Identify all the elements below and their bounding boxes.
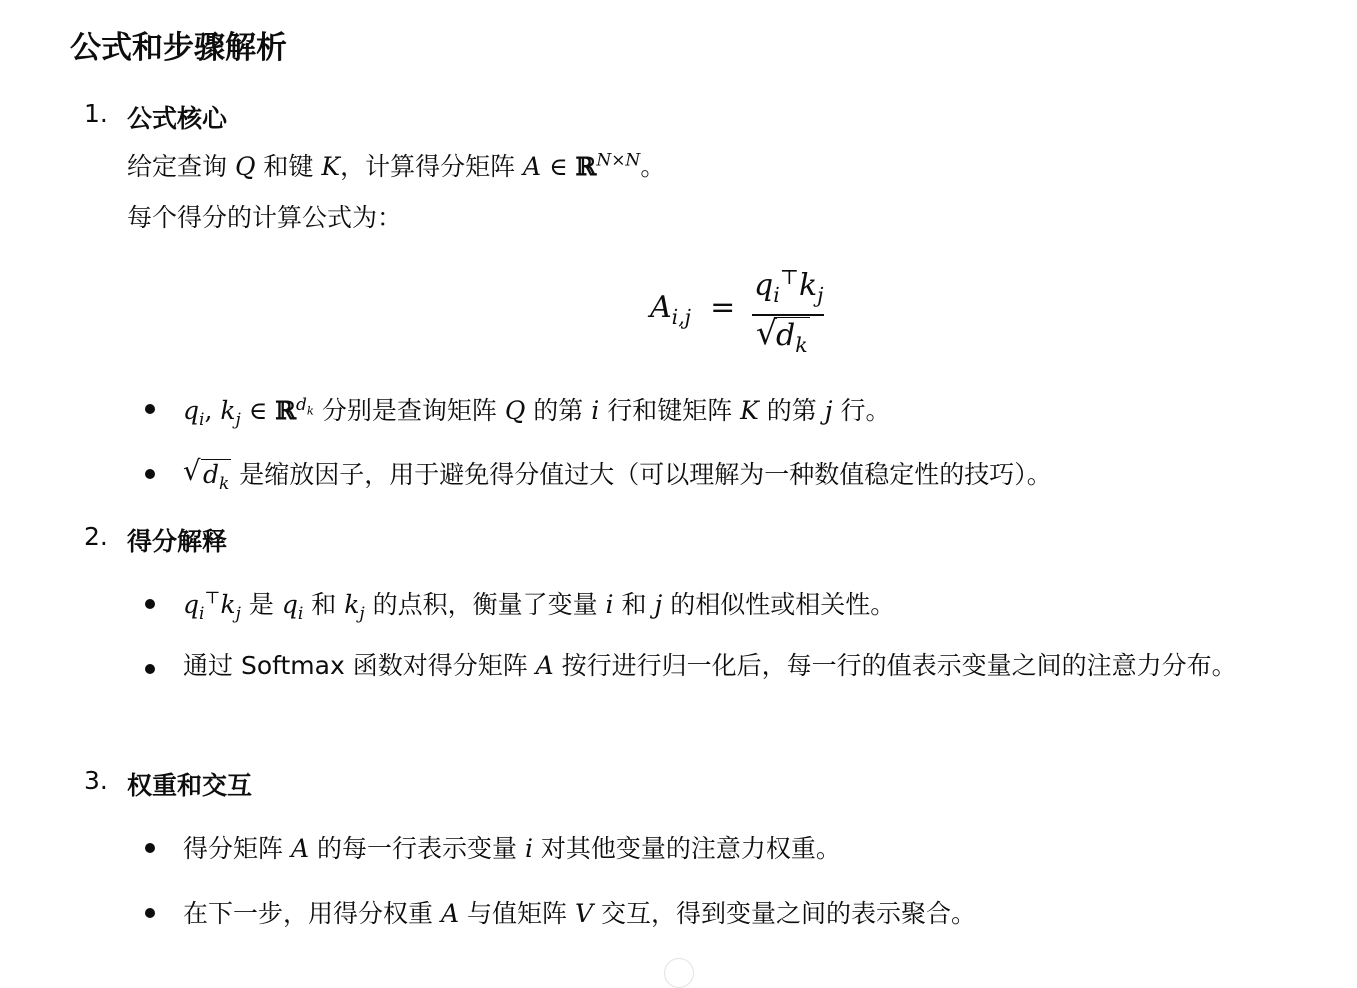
- section-3-number: 3.: [84, 766, 108, 795]
- bullet-dot: [145, 599, 155, 609]
- section-2-number: 2.: [84, 522, 108, 551]
- bullet-dot: [145, 469, 155, 479]
- scroll-down-button[interactable]: [664, 958, 694, 988]
- bullet-dot: [145, 843, 155, 853]
- section-1-number: 1.: [84, 99, 108, 128]
- section-2-title: 得分解释: [127, 527, 228, 556]
- bullet-dot: [145, 664, 155, 674]
- section-1-title: 公式核心: [127, 104, 228, 133]
- section-3-bullet-1: 得分矩阵 A 的每一行表示变量 i 对其他变量的注意力权重。: [183, 834, 841, 863]
- section-1-paragraph-1: 给定查询 Q 和键 K，计算得分矩阵 A ∈ ℝ$^{N\times N}$。: [127, 150, 666, 181]
- bullet-dot: [145, 908, 155, 918]
- section-3-bullet-2: 在下一步，用得分权重 A 与值矩阵 V 交互，得到变量之间的表示聚合。: [183, 899, 976, 928]
- section-1-bullet-2: √ $d_k$ 是缩放因子，用于避免得分值过大（可以理解为一种数值稳定性的技巧）。: [183, 455, 1052, 494]
- section-1-paragraph-2: 每个得分的计算公式为：: [127, 203, 403, 232]
- bullet-dot: [145, 404, 155, 414]
- section-3-title: 权重和交互: [127, 771, 253, 800]
- section-2-bullet-2: 通过 Softmax 函数对得分矩阵 A 按行进行归一化后，每一行的值表示变量之间的注意力分布。: [183, 651, 1237, 680]
- section-2-bullet-1: $q_i^⊤k_j$ 是 $q_i$ 和 $k_j$ 的点积，衡量了变量 i 和 j 的相似性或相关性。: [183, 588, 896, 624]
- section-1-bullet-1: $q_i$, $k_j$ ∈ ℝ$^{d_k}$ 分别是查询矩阵 Q 的第 i 行和键矩阵 K 的第 j 行。: [183, 394, 891, 430]
- page-heading: 公式和步骤解析: [70, 30, 287, 66]
